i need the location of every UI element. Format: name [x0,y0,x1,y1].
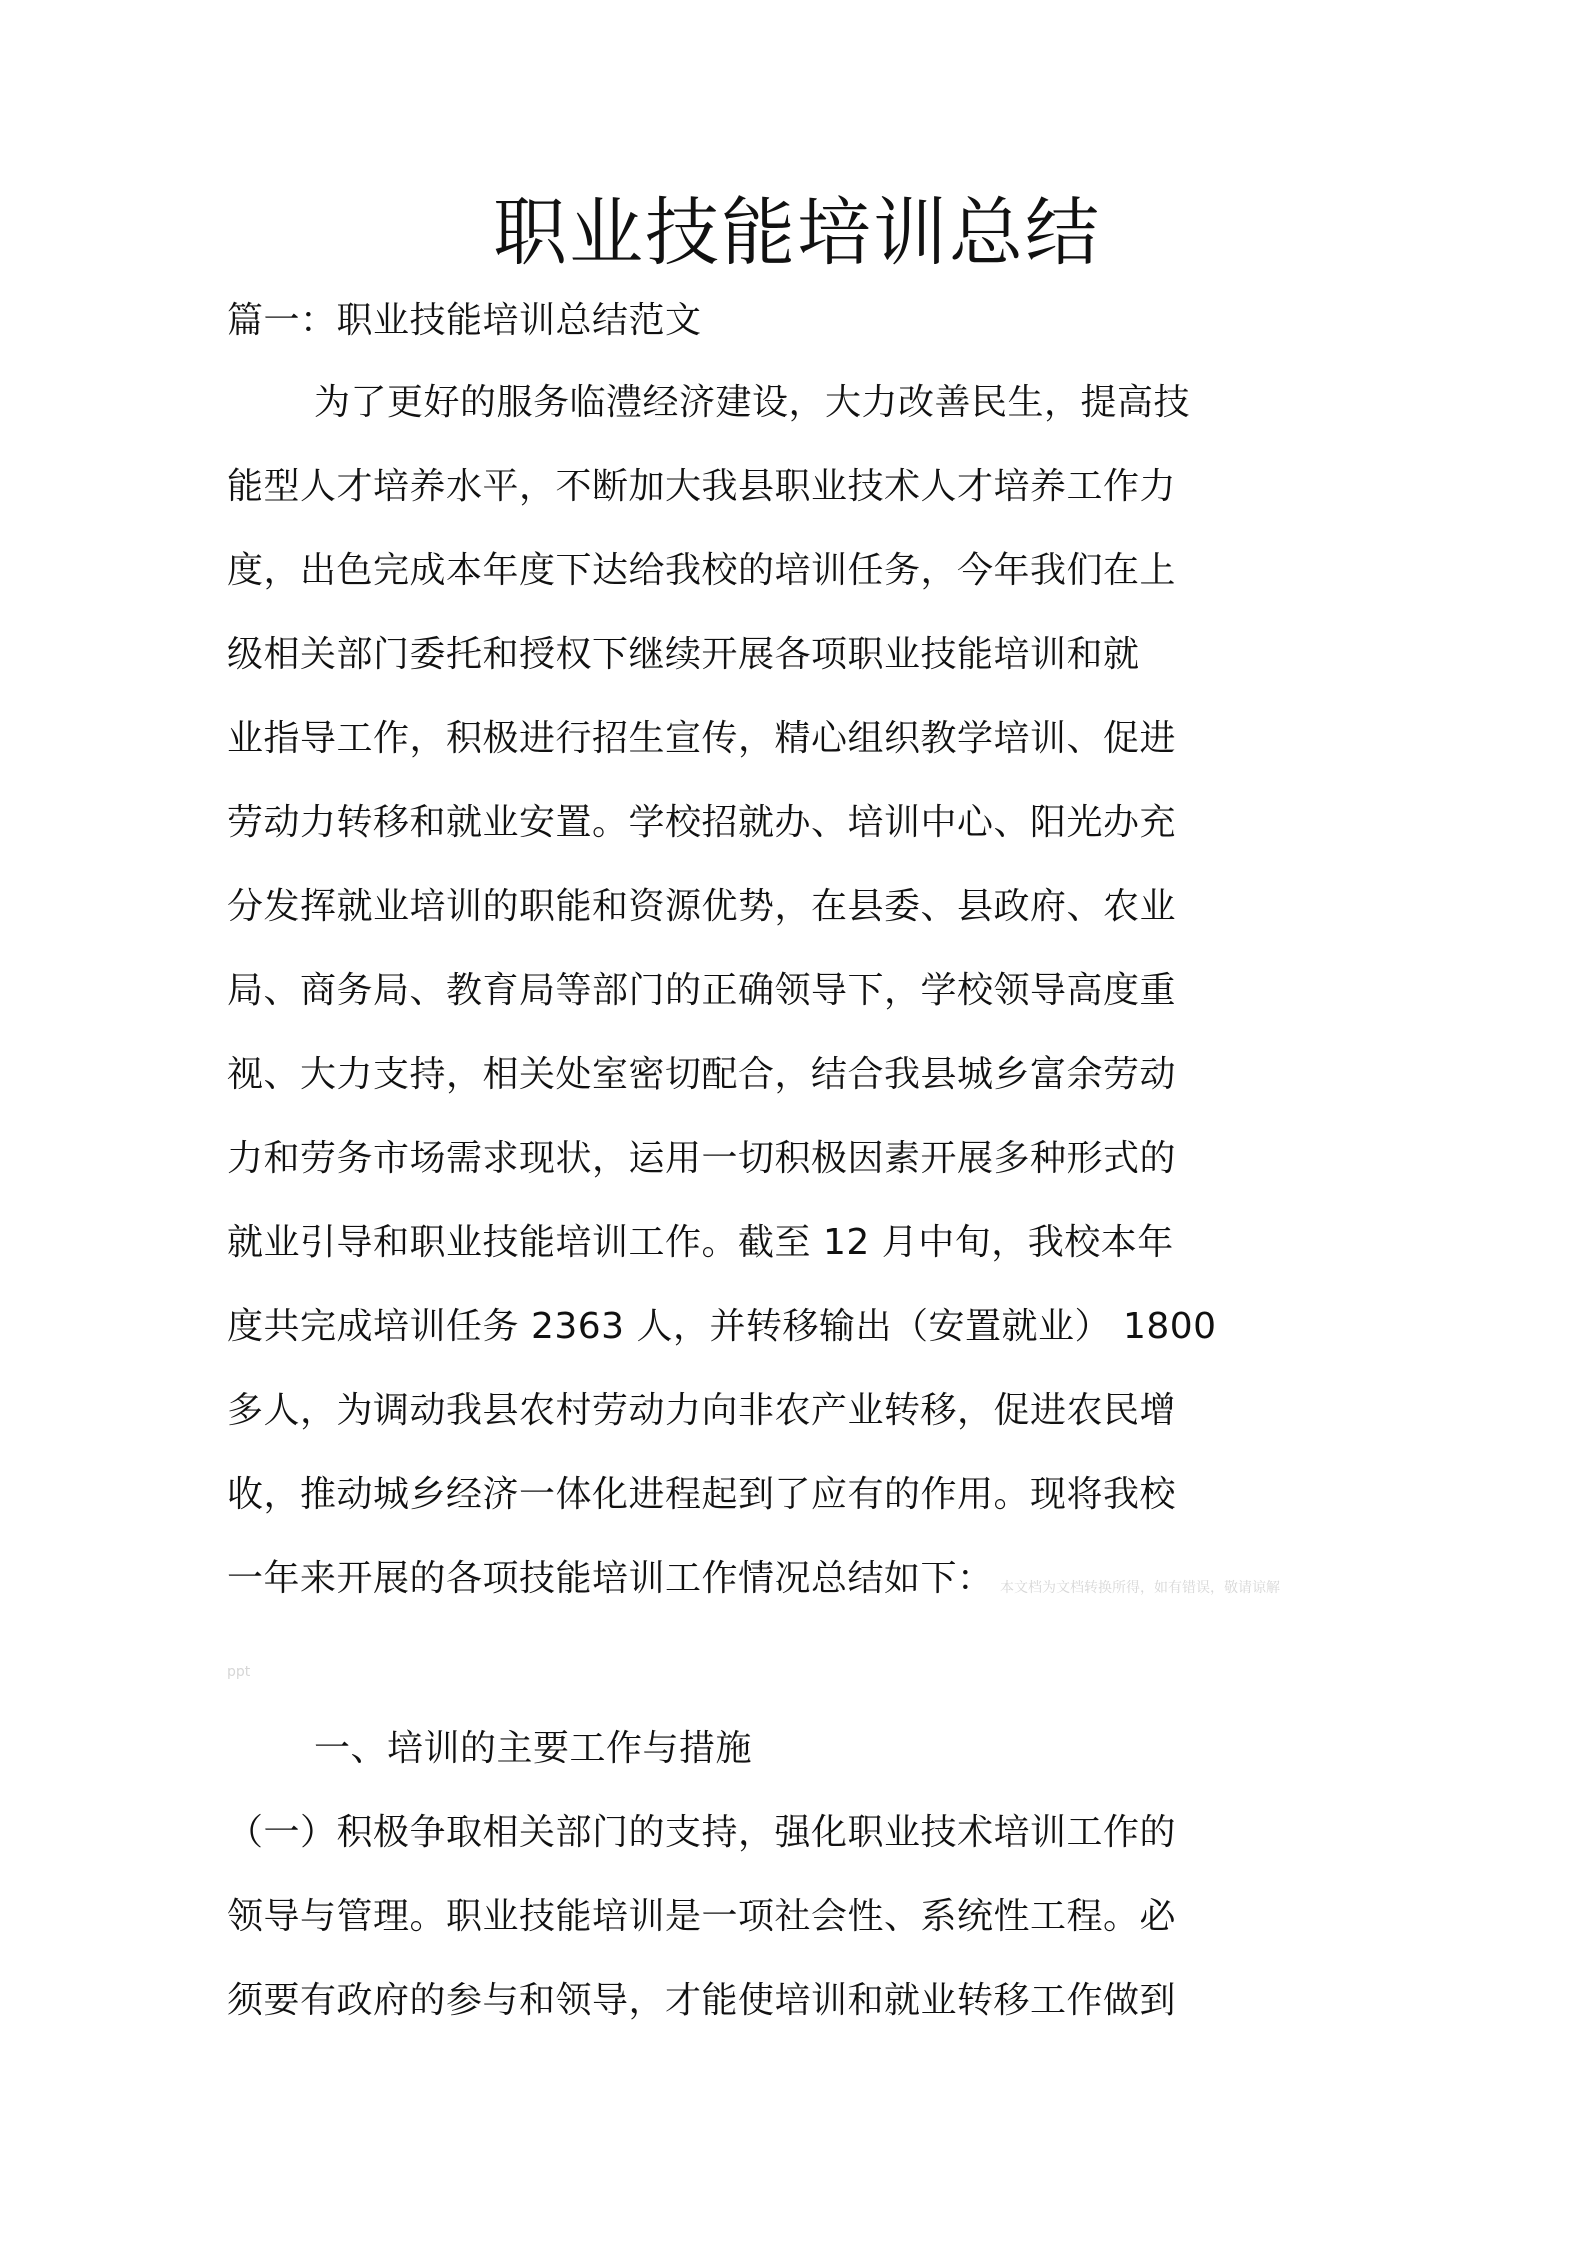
paragraph-line: 分发挥就业培训的职能和资源优势，在县委、县政府、农业 [227,886,1177,927]
paragraph-line: （一）积极争取相关部门的支持，强化职业技术培训工作的 [227,1812,1177,1853]
paragraph-line: 度，出色完成本年度下达给我校的培训任务，今年我们在上 [227,550,1177,591]
paragraph-line: 局、商务局、教育局等部门的正确领导下，学校领导高度重 [227,970,1177,1011]
paragraph-line: 级相关部门委托和授权下继续开展各项职业技能培训和就 [227,634,1140,675]
paragraph-line: 劳动力转移和就业安置。学校招就办、培训中心、阳光办充 [227,802,1177,843]
paragraph-line: 收，推动城乡经济一体化进程起到了应有的作用。现将我校 [227,1474,1177,1515]
faint-watermark-note: ppt [227,1664,251,1680]
section-heading: 一、培训的主要工作与措施 [314,1728,753,1769]
paragraph-line: 力和劳务市场需求现状，运用一切积极因素开展多种形式的 [227,1138,1177,1179]
subtitle: 篇一：职业技能培训总结范文 [227,300,702,341]
paragraph-line: 业指导工作，积极进行招生宣传，精心组织教学培训、促进 [227,718,1177,759]
paragraph-line: 视、大力支持，相关处室密切配合，结合我县城乡富余劳动 [227,1054,1177,1095]
faint-watermark-note: 本文档为文档转换所得，如有错误，敬请谅解 [1000,1580,1280,1596]
document-title: 职业技能培训总结 [493,190,1101,276]
paragraph-line: 须要有政府的参与和领导，才能使培训和就业转移工作做到 [227,1980,1177,2021]
paragraph-line: 一年来开展的各项技能培训工作情况总结如下： [227,1558,994,1599]
paragraph-line: 为了更好的服务临澧经济建设，大力改善民生，提高技 [314,382,1191,423]
paragraph-line: 领导与管理。职业技能培训是一项社会性、系统性工程。必 [227,1896,1177,1937]
paragraph-line: 就业引导和职业技能培训工作。截至 12 月中旬，我校本年 [227,1222,1174,1263]
paragraph-line: 多人，为调动我县农村劳动力向非农产业转移，促进农民增 [227,1390,1177,1431]
paragraph-line: 度共完成培训任务 2363 人，并转移输出（安置就业） 1800 [227,1306,1217,1347]
paragraph-line: 能型人才培养水平，不断加大我县职业技术人才培养工作力 [227,466,1177,507]
